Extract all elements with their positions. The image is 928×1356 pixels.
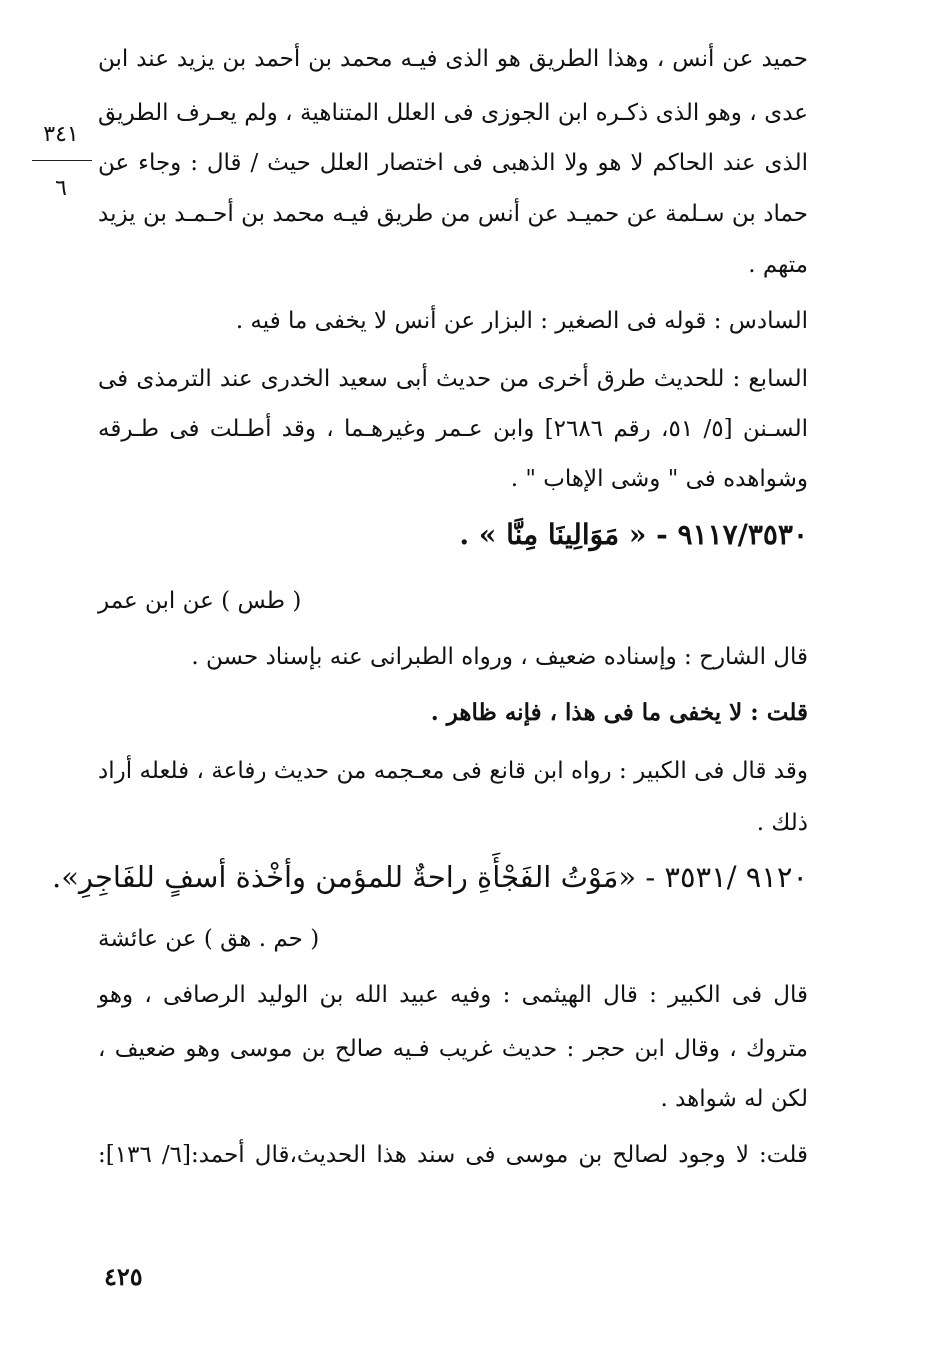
text-line: السابع : للحديث طرق أخرى من حديث أبى سعيد الخدرى عند الترمذى فى [98,366,808,392]
text-line: حميد عن أنس ، وهذا الطريق هو الذى فيـه محمد بن أحمد بن يزيد عند ابن [98,46,808,72]
margin-page-reference-bottom: ٦ [55,176,67,201]
commentator-statement: قال الشارح : وإسناده ضعيف ، ورواه الطبرانى عنه بإسناد حسن . [191,644,808,670]
text-line: ذلك . [756,810,808,836]
text-line: متروك ، وقال ابن حجر : حديث غريب فـيه صالح بن موسى وهو ضعيف ، [98,1036,808,1062]
text-line: متهم . [748,252,808,278]
paragraph-sixth: السادس : قوله فى الصغير : البزار عن أنس لا يخفى ما فيه . [235,308,808,334]
text-line: عدى ، وهو الذى ذكـره ابن الجوزى فى العلل المتناهية ، ولم يعـرف الطريق [98,100,808,126]
hadith-source-3531: ( حم . هق ) عن عائشة [98,926,320,952]
text-line: حماد بن سـلمة عن حميـد عن أنس من طريق فيـه محمد بن أحـمـد بن يزيد [98,201,808,227]
margin-divider-rule [32,160,92,161]
text-line: وقد قال فى الكبير : رواه ابن قانع فى معـجمه من حديث رفاعة ، فلعله أراد [98,758,808,784]
text-line: السـنن [٥/ ٥١، رقم ٢٦٨٦] وابن عـمر وغيرهـما ، وقد أطـلت فى طـرقه [98,416,809,442]
text-line: لكن له شواهد . [660,1086,808,1112]
page-number: ٤٢٥ [104,1262,143,1291]
hadith-heading-3530: ٩١١٧/٣٥٣٠ - « مَوَالِينَا مِنَّا » . [459,518,808,551]
text-line: قال فى الكبير : قال الهيثمى : وفيه عبيد الله بن الوليد الرصافى ، وهو [98,982,808,1008]
hadith-heading-3531: ٩١٢٠ /٣٥٣١ - «مَوْتُ الفَجْأَةِ راحةٌ للمؤمن وأخْذة أسفٍ للفَاجِرِ». [52,860,808,894]
author-remark-final: قلت: لا وجود لصالح بن موسى فى سند هذا الحديث،قال أحمد:[٦/ ١٣٦]: [98,1142,808,1168]
text-line: وشواهده فى " وشى الإهاب " . [510,466,808,492]
margin-page-reference-top: ٣٤١ [43,122,79,147]
author-remark: قلت : لا يخفى ما فى هذا ، فإنه ظاهر . [430,699,808,726]
text-line: الذى عند الحاكم لا هو ولا الذهبى فى اختصار العلل حيث / قال : وجاء عن [98,150,808,176]
hadith-source-3530: ( طس ) عن ابن عمر [98,588,302,614]
